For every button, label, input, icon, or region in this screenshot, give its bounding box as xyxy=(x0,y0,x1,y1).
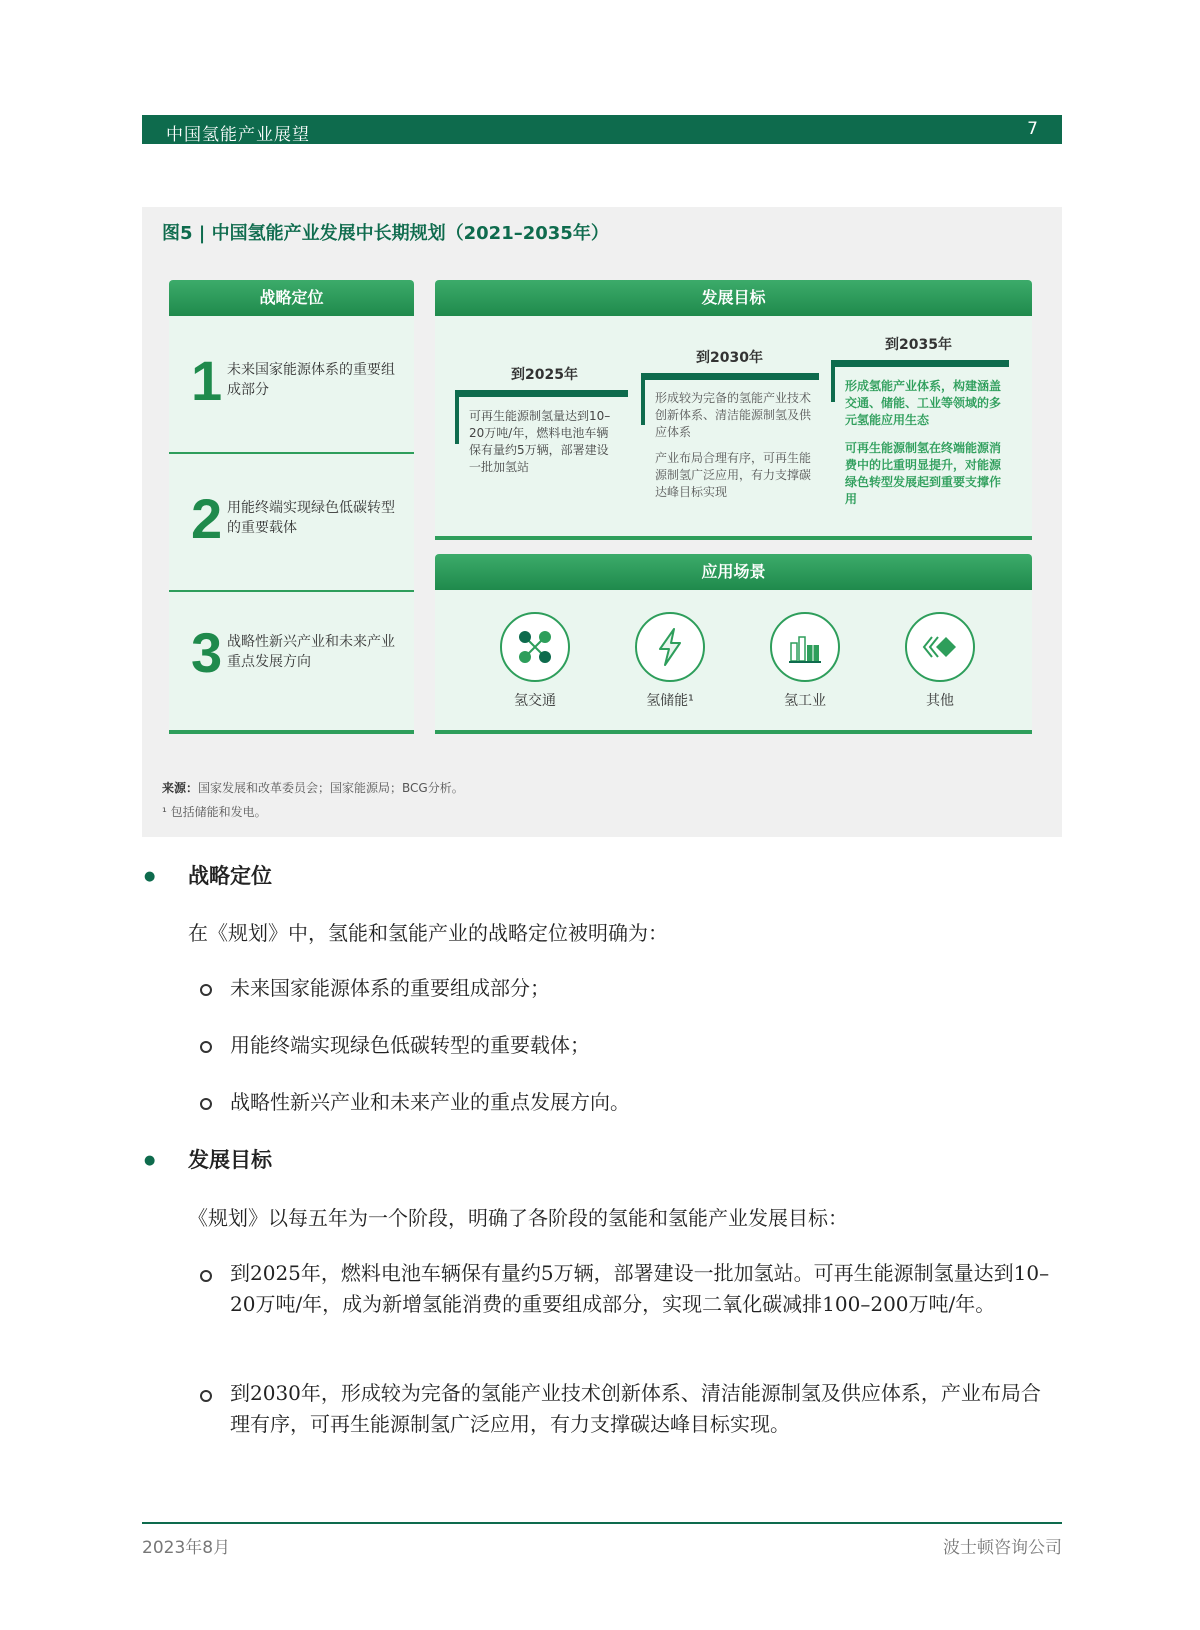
circle-bullet-icon xyxy=(200,1270,212,1282)
bullet-icon: ● xyxy=(144,869,156,884)
app-other xyxy=(885,612,995,710)
app-storage xyxy=(615,612,725,710)
circle-bullet-icon xyxy=(200,1041,212,1053)
app-label: 其他 xyxy=(926,693,954,709)
app-industry xyxy=(750,612,860,710)
figure-5 xyxy=(142,207,1062,837)
goal-2025-text: 可再生能源制氢量达到10–20万吨/年，燃料电池车辆保有量约5万辆，部署建设一批加氢站 xyxy=(469,409,611,474)
page-number: 7 xyxy=(1027,119,1038,139)
bullet-icon: ● xyxy=(144,1153,156,1168)
source-text: 国家发展和改革委员会；国家能源局；BCG分析。 xyxy=(198,781,464,795)
goal-2025-bracket xyxy=(455,390,459,444)
figure-footnote: ¹ 包括储能和发电。 xyxy=(162,805,267,819)
section-intro: 《规划》以每五年为一个阶段，明确了各阶段的氢能和氢能产业发展目标： xyxy=(188,1206,848,1230)
strategy-item xyxy=(169,592,414,730)
strategy-panel xyxy=(169,280,414,734)
strategy-heading: 战略定位 xyxy=(169,280,414,316)
goal-2030-text-1: 形成较为完备的氢能产业技术创新体系、清洁能源制氢及供应体系 xyxy=(655,391,812,439)
goal-2035-bracket xyxy=(831,360,835,402)
strategy-item xyxy=(169,454,414,592)
list-item: 未来国家能源体系的重要组成部分； xyxy=(230,976,550,1000)
goal-2030-bracket xyxy=(641,373,645,425)
goal-2035-text-2: 可再生能源制氢在终端能源消费中的比重明显提升，对能源绿色转型发展起到重要支撑作用 xyxy=(845,441,1002,506)
goal-2030-text-2: 产业布局合理有序，可再生能源制氢广泛应用，有力支撑碳达峰目标实现 xyxy=(655,451,812,499)
strategy-number: 2 xyxy=(191,487,223,550)
list-item: 战略性新兴产业和未来产业的重点发展方向。 xyxy=(230,1090,630,1114)
footer-divider xyxy=(142,1522,1062,1524)
app-label: 氢工业 xyxy=(784,693,826,709)
report-title: 中国氢能产业展望 xyxy=(166,125,310,145)
panel-footer-bar xyxy=(435,536,1032,540)
transport-icon xyxy=(500,612,570,682)
panel-footer-bar xyxy=(435,730,1032,734)
list-item: 到2025年，燃料电池车辆保有量约5万辆，部署建设一批加氢站。可再生能源制氢量达到10–20万吨/年，成为新增氢能消费的重要组成部分，实现二氧化碳减排100–200万吨/年。 xyxy=(230,1261,1050,1316)
strategy-item xyxy=(169,316,414,454)
goal-2035-bar xyxy=(831,360,1009,367)
app-label: 氢储能¹ xyxy=(646,693,694,709)
goal-2025-bar xyxy=(455,390,628,397)
goal-2030-bar xyxy=(641,373,819,380)
figure-title: 图5 | 中国氢能产业发展中长期规划（2021–2035年） xyxy=(162,223,609,244)
applications-heading: 应用场景 xyxy=(435,554,1032,590)
goal-2025-year: 到2025年 xyxy=(511,367,578,383)
footer-company: 波士顿咨询公司 xyxy=(943,1538,1062,1558)
list-item: 到2030年，形成较为完备的氢能产业技术创新体系、清洁能源制氢及供应体系，产业布局合理有序，可再生能源制氢广泛应用，有力支撑碳达峰目标实现。 xyxy=(230,1381,1041,1436)
page-header xyxy=(142,115,1062,144)
lightning-icon xyxy=(635,612,705,682)
strategy-number: 1 xyxy=(191,349,223,412)
app-label: 氢交通 xyxy=(514,693,556,709)
applications-panel xyxy=(435,554,1032,734)
arrows-icon xyxy=(905,612,975,682)
app-transport xyxy=(480,612,590,710)
goals-heading: 发展目标 xyxy=(435,280,1032,316)
goal-2035-year: 到2035年 xyxy=(885,337,952,353)
section-intro: 在《规划》中，氢能和氢能产业的战略定位被明确为： xyxy=(188,921,668,945)
circle-bullet-icon xyxy=(200,1390,212,1402)
section-heading-goals: 发展目标 xyxy=(188,1147,272,1172)
circle-bullet-icon xyxy=(200,1098,212,1110)
panel-footer-bar xyxy=(169,730,414,734)
strategy-text: 用能终端实现绿色低碳转型的重要载体 xyxy=(227,500,395,536)
figure-source xyxy=(162,779,464,796)
strategy-text: 未来国家能源体系的重要组成部分 xyxy=(227,362,395,398)
list-item: 用能终端实现绿色低碳转型的重要载体； xyxy=(230,1033,590,1057)
strategy-text: 战略性新兴产业和未来产业重点发展方向 xyxy=(227,634,395,670)
source-label: 来源： xyxy=(162,781,199,795)
circle-bullet-icon xyxy=(200,984,212,996)
goals-panel xyxy=(435,280,1032,540)
factory-icon xyxy=(770,612,840,682)
strategy-number: 3 xyxy=(191,621,223,684)
goal-2035-text-1: 形成氢能产业体系，构建涵盖交通、储能、工业等领域的多元氢能应用生态 xyxy=(845,379,1002,427)
goal-2030-year: 到2030年 xyxy=(696,350,763,366)
section-heading-strategy: 战略定位 xyxy=(188,863,272,888)
footer-date: 2023年8月 xyxy=(142,1538,231,1558)
